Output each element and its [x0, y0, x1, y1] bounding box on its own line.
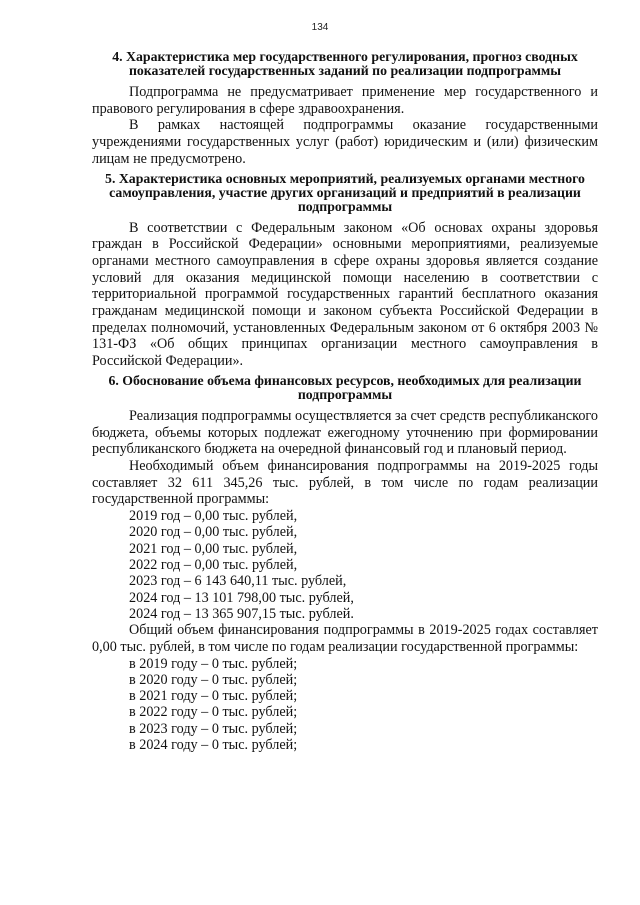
list-item: 2024 год – 13 365 907,15 тыс. рублей. [129, 605, 354, 622]
list-item: 2019 год – 0,00 тыс. рублей, [129, 508, 298, 525]
section-6-paragraph-1: Реализация подпрограммы осуществляется за счет средств республиканского бюджета, объемы которых подлежат ежегодному уточнению при формировании республиканского бюджета на очередной финансовый год и плановый период. [92, 407, 598, 458]
list-item: в 2024 году – 0 тыс. рублей; [129, 737, 298, 754]
list-item: в 2022 году – 0 тыс. рублей; [129, 704, 298, 721]
list-item: 2024 год – 13 101 798,00 тыс. рублей, [129, 589, 354, 606]
section-6-heading: 6. Обоснование объема финансовых ресурсов, необходимых для реализации подпрограммы [108, 372, 582, 402]
list-item: в 2021 году – 0 тыс. рублей; [129, 688, 298, 705]
list-item: в 2023 году – 0 тыс. рублей; [129, 720, 298, 737]
section-5-paragraph-1: В соответствии с Федеральным законом «Об основах охраны здоровья граждан в Российской Федерации» основными мероприятиями, реализуемые органами местного самоуправления в сфере охраны здоровья является создание условий для оказания медицинской помощи населению в соответствии с территориальной программой государственных гарантий бесплатного оказания гражданам медицинской помощи и законом субъекта Российской Федерации в пределах полномочий, установленных Федеральным законом от 6 октября 2003 № 131-ФЗ «Об общих принципах организации местного самоуправления в Российской Федерации». [92, 219, 598, 370]
list-item: 2020 год – 0,00 тыс. рублей, [129, 524, 298, 541]
list-item: 2022 год – 0,00 тыс. рублей, [129, 556, 298, 573]
total-funding-by-year-list [92, 656, 598, 754]
page-number: 134 [311, 22, 329, 33]
section-4-paragraph-2: В рамках настоящей подпрограммы оказание государственными учреждениями государственных услуг (работ) юридическим и (или) физическим лицам не предусмотрено. [92, 117, 598, 167]
funding-by-year-list [92, 508, 598, 622]
list-item: 2023 год – 6 143 640,11 тыс. рублей, [129, 573, 347, 590]
section-4-heading: 4. Характеристика мер государственного регулирования, прогноз сводных показателей государственных заданий по реализации подпрограммы [112, 49, 578, 78]
section-5-heading: 5. Характеристика основных мероприятий, реализуемых органами местного самоуправления, участие других организаций и предприятий в реализации подпрограммы [105, 170, 585, 214]
section-6-paragraph-3: Общий объем финансирования подпрограммы в 2019-2025 годах составляет 0,00 тыс. рублей, в том числе по годам реализации государственной программы: [92, 622, 598, 655]
page-content [92, 50, 598, 753]
list-item: в 2020 году – 0 тыс. рублей; [129, 671, 298, 688]
list-item: 2021 год – 0,00 тыс. рублей, [129, 540, 298, 557]
list-item: в 2019 году – 0 тыс. рублей; [129, 655, 298, 672]
section-4-paragraph-1: Подпрограмма не предусматривает применение мер государственного и правового регулирования в сфере здравоохранения. [92, 84, 598, 117]
section-6-paragraph-2: Необходимый объем финансирования подпрограммы на 2019-2025 годы составляет 32 611 345,26 тыс. рублей, в том числе по годам реализации государственной программы: [92, 457, 598, 508]
